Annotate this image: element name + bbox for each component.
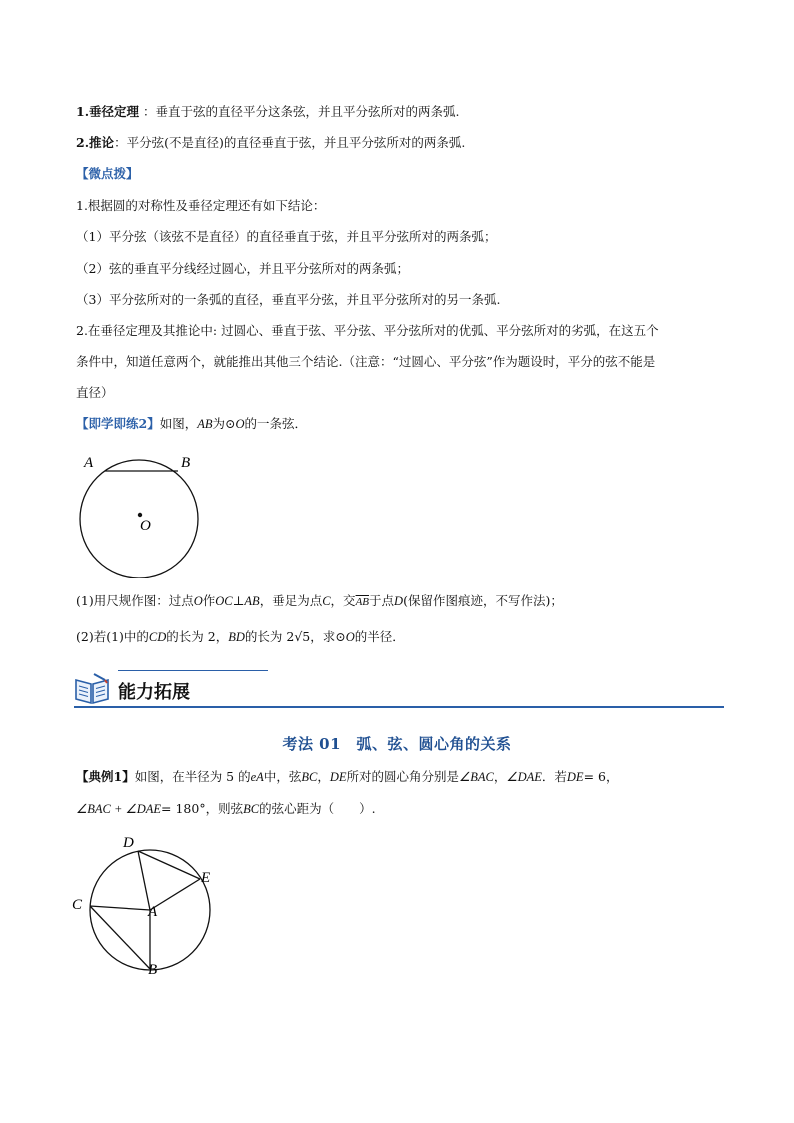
ex-l1-A: A [256, 770, 264, 784]
practice-tag: 【即学即练2】 [76, 416, 160, 431]
seg-ae [150, 879, 200, 910]
ex-l2-bc: BC [243, 802, 260, 816]
tip-note-line2: 条件中，知道任意两个，就能推出其他三个结论.（注意：“过圆心、平分弦”作为题设时，平分的弦不能是 [76, 354, 656, 369]
tip-intro: 1.根据圆的对称性及垂径定理还有如下结论： [76, 198, 326, 213]
q1-arc: $\overline{AB}$ [355, 596, 370, 608]
circle-o [80, 460, 198, 578]
ex-l1-bc: BC [301, 770, 318, 784]
example-line-1 [76, 769, 618, 785]
q1-g: (保留作图痕迹，不写作法)； [403, 593, 563, 608]
ex-l1-c: ， [317, 769, 330, 784]
ex-l2-c: 的弦心距为（ ）. [259, 801, 376, 816]
practice-prefix: 如图， [159, 416, 198, 431]
theorem-label: 1.垂径定理 [76, 104, 140, 119]
chord-bc [90, 906, 150, 969]
label-e: E [201, 870, 211, 886]
tip-note-line3: 直径） [76, 385, 114, 400]
q1-pc: C [322, 594, 331, 608]
question-1 [76, 593, 563, 610]
ex-l1-a: 如图，在半径为 5 的 [134, 769, 251, 784]
corollary-line [76, 135, 465, 151]
banner-rule [74, 706, 724, 708]
label-a: A [84, 455, 94, 471]
tip-header: 【微点拨】 [76, 166, 139, 181]
q1-ab: AB [244, 594, 260, 608]
example-line-2 [76, 801, 376, 817]
practice-line [76, 416, 307, 432]
tip-item-1: （1）平分弦（该弦不是直径）的直径垂直于弦，并且平分弦所对的两条弧； [76, 229, 497, 244]
book-icon [72, 670, 112, 706]
q1-pd: D [394, 594, 404, 608]
tip-item-3: （3）平分弦所对的一条弧的直径，垂直平分弦，并且平分弦所对的另一条弧. [76, 292, 501, 307]
practice-seg: AB [197, 417, 213, 431]
ex-l1-de: DE [329, 770, 347, 784]
ex-l1-de2: DE [566, 770, 584, 784]
example-tag: 【典例1】 [76, 769, 135, 784]
q1-oc: OC [215, 594, 233, 608]
label-d: D [123, 835, 134, 851]
ex-l2-a: ∠BAC + ∠DAE [76, 802, 162, 816]
section-title: 能力拓展 [118, 682, 190, 703]
ex-l1-circ: e [250, 770, 257, 784]
q1-c: ⊥ [232, 593, 245, 608]
label-c: C [72, 897, 83, 913]
q2-cd: CD [148, 630, 167, 644]
chord-de [138, 851, 200, 879]
practice-suffix: 的一条弦． [244, 416, 308, 431]
practice-circle: O [235, 417, 245, 431]
q1-f: 于点 [369, 593, 395, 608]
q2-d: ，求⊙ [310, 629, 346, 644]
seg-ac [90, 906, 150, 910]
circle-chord-figure [70, 448, 220, 578]
ex-l2-b: = 180°，则弦 [161, 801, 244, 816]
center-dot [138, 513, 142, 517]
label-o: O [140, 518, 151, 534]
theorem-line [76, 104, 460, 120]
corollary-label: 2.推论 [76, 135, 115, 150]
ex-l1-dae: ∠DAE [506, 770, 542, 784]
seg-ad [138, 851, 150, 910]
q2-c: 的长为 2 [244, 629, 295, 644]
q2-a: (2)若(1)中的 [76, 629, 149, 644]
theorem-text: ：垂直于弦的直径平分这条弦，并且平分弦所对的两条弧. [139, 104, 460, 119]
ex-l1-g: = 6， [583, 769, 619, 784]
circle-angles-figure [66, 828, 226, 980]
q2-e: 的半径． [354, 629, 405, 644]
q2-b: 的长为 2， [166, 629, 229, 644]
question-2 [76, 629, 405, 645]
ex-l1-d: 所对的圆心角分别是 [346, 769, 460, 784]
method-title: 考法 01 弧、弦、圆心角的关系 [282, 735, 512, 753]
banner-top-rule [118, 670, 268, 671]
q1-e: ，交 [330, 593, 356, 608]
ex-l1-b: 中，弦 [263, 769, 302, 784]
label-b2: B [148, 962, 158, 978]
q1-o: O [193, 594, 203, 608]
ex-l1-e: ， [493, 769, 507, 784]
q2-root: √5 [294, 629, 311, 644]
practice-mid: 为⊙ [212, 416, 236, 431]
q2-o: O [345, 630, 355, 644]
q2-bd: BD [228, 630, 245, 644]
ex-l1-f: ．若 [541, 769, 567, 784]
tip-item-2: （2）弦的垂直平分线经过圆心，并且平分弦所对的两条弧； [76, 261, 409, 276]
label-a2: A [148, 904, 158, 920]
ex-l1-bac: ∠BAC [459, 770, 494, 784]
tip-note-line1: 2.在垂径定理及其推论中: 过圆心、垂直于弦、平分弦、平分弦所对的优弧、平分弦所对的劣弧，在这五个 [76, 323, 659, 338]
q1-b: 作 [202, 593, 216, 608]
label-b: B [181, 455, 191, 471]
corollary-text: ：平分弦(不是直径)的直径垂直于弦，并且平分弦所对的两条弧. [114, 135, 466, 150]
section-banner [70, 668, 724, 712]
q1-a: (1)用尺规作图：过点 [76, 593, 194, 608]
q1-d: ，垂足为点 [259, 593, 323, 608]
